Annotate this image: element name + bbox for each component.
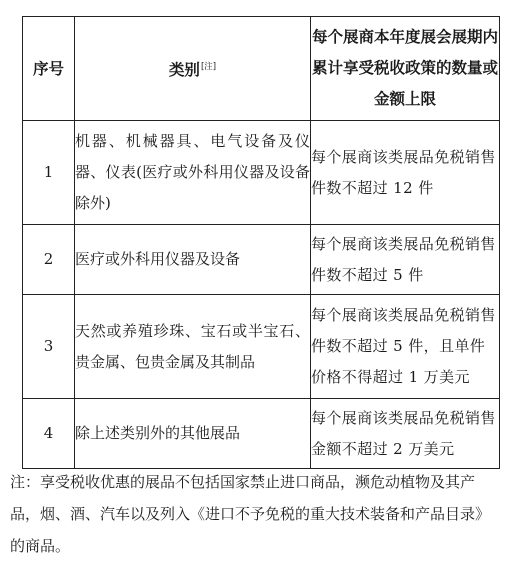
- row-index: 2: [23, 225, 75, 295]
- row-limit: 每个展商该类展品免税销售件数不超过 5 件，且单件价格不得超过 1 万美元: [311, 295, 500, 399]
- table-row: [23, 225, 500, 295]
- row-category: 机器、机械器具、电气设备及仪器、仪表(医疗或外科用仪器及设备除外): [75, 121, 311, 225]
- table-row: [23, 399, 500, 469]
- footnote: 注：享受税收优惠的展品不包括国家禁止进口商品，濒危动植物及其产品，烟、酒、汽车以及列入《进口不予免税的重大技术装备和产品目录》的商品。: [10, 473, 491, 555]
- tax-limit-table: [22, 16, 500, 469]
- header-index: 序号: [23, 17, 75, 121]
- row-category: 医疗或外科用仪器及设备: [75, 225, 311, 295]
- row-category: 天然或养殖珍珠、宝石或半宝石、贵金属、包贵金属及其制品: [75, 295, 311, 399]
- row-index: 4: [23, 399, 75, 469]
- header-category-note: [注]: [200, 62, 217, 72]
- row-index: 3: [23, 295, 75, 399]
- row-limit: 每个展商该类展品免税销售件数不超过 5 件: [311, 225, 500, 295]
- header-category-label: 类别: [168, 61, 200, 79]
- row-limit: 每个展商该类展品免税销售金额不超过 2 万美元: [311, 399, 500, 469]
- table-row: [23, 295, 500, 399]
- row-category: 除上述类别外的其他展品: [75, 399, 311, 469]
- table-row: [23, 121, 500, 225]
- header-limit: 每个展商本年度展会展期内累计享受税收政策的数量或金额上限: [311, 17, 500, 121]
- header-row: [23, 17, 500, 121]
- row-index: 1: [23, 121, 75, 225]
- header-category: [75, 17, 311, 121]
- row-limit: 每个展商该类展品免税销售件数不超过 12 件: [311, 121, 500, 225]
